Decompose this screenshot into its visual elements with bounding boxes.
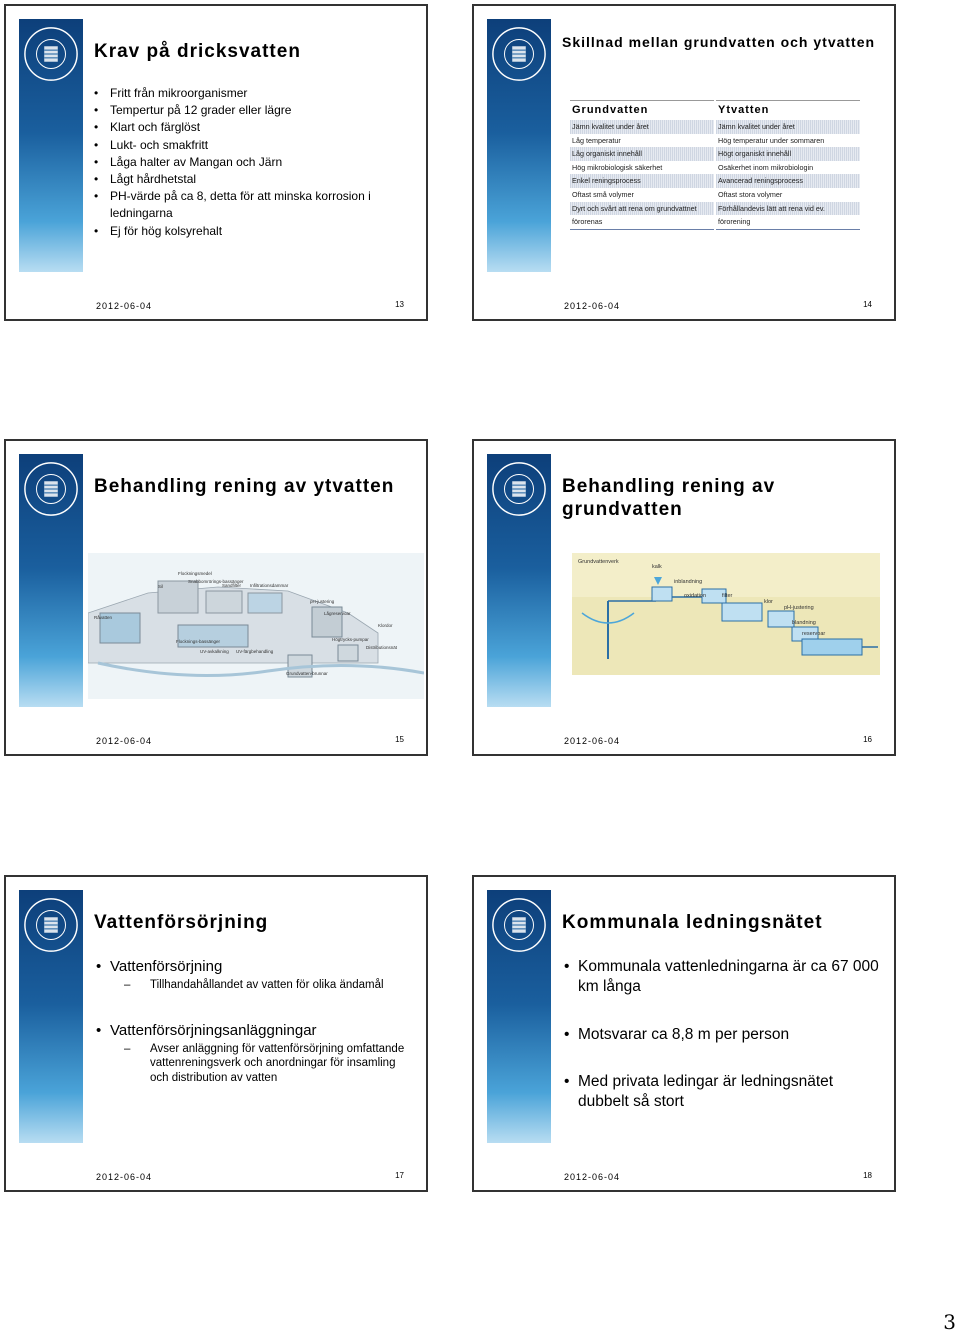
list-item: • Med privata ledingar är ledningsnätet dubbelt så stort bbox=[578, 1072, 882, 1112]
slide-13 bbox=[4, 4, 428, 321]
bullet-list bbox=[110, 957, 414, 1085]
slide-14 bbox=[472, 4, 896, 321]
item-text: Vattenförsörjningsanläggningar bbox=[110, 1021, 317, 1039]
diagram-label: reservoar bbox=[802, 631, 826, 637]
slide-date: 2012-06-04 bbox=[564, 301, 621, 311]
column-header: Grundvatten bbox=[570, 100, 714, 120]
diagram-label: UV-avkalkning bbox=[200, 649, 229, 654]
slide-title: Krav på dricksvatten bbox=[94, 41, 301, 62]
table-cell: Dyrt och svårt att rena om grundvattnet bbox=[570, 202, 714, 216]
slide-date: 2012-06-04 bbox=[96, 1172, 153, 1182]
column-header: Ytvatten bbox=[716, 100, 860, 120]
list-item: • PH-värde på ca 8, detta för att minska korrosion i ledningarna bbox=[106, 188, 416, 222]
slide-number: 17 bbox=[395, 1171, 404, 1180]
table-cell: Förhållandevis lätt att rena vid ev. bbox=[716, 202, 860, 216]
groundwater-column bbox=[570, 100, 714, 230]
diagram-label: Råvatten bbox=[94, 615, 113, 620]
diagram-label: blandning bbox=[792, 620, 816, 626]
diagram-label: UV-färgbehandling bbox=[236, 649, 274, 654]
item-text: Vattenförsörjning bbox=[110, 958, 223, 975]
table-cell: Oftast små volymer bbox=[572, 189, 634, 199]
diagram-label: Flockningsmedel bbox=[178, 571, 212, 576]
table-cell: Enkel reningsprocess bbox=[570, 174, 714, 188]
blue-side-band bbox=[19, 19, 83, 272]
table-cell: Jämn kvalitet under året bbox=[570, 120, 714, 134]
diagram-label: kalk bbox=[652, 564, 662, 570]
umea-university-seal-icon bbox=[22, 896, 80, 954]
table-cell: Låg organiskt innehåll bbox=[570, 147, 714, 161]
blue-side-band bbox=[487, 890, 551, 1143]
table-cell: förorenas bbox=[570, 215, 714, 230]
list-item bbox=[110, 957, 414, 993]
table-cell: Oftast stora volymer bbox=[718, 189, 783, 199]
table-cell: Hög temperatur under sommaren bbox=[718, 135, 825, 145]
slide-title: Kommunala ledningsnätet bbox=[562, 912, 823, 933]
page-number: 3 bbox=[943, 1310, 956, 1334]
umea-university-seal-icon bbox=[22, 25, 80, 83]
diagram-label: Snabbomrörings-bassänger bbox=[188, 579, 244, 584]
diagram-label: Sil bbox=[158, 584, 164, 589]
slide-number: 15 bbox=[395, 735, 404, 744]
diagram-label: Sandfilter bbox=[222, 583, 242, 588]
slide-date: 2012-06-04 bbox=[564, 1172, 621, 1182]
bullet-list bbox=[578, 957, 882, 1112]
diagram-header: Grundvattenverk bbox=[578, 559, 619, 565]
sub-item: – Tillhandahållandet av vatten för olika ändamål bbox=[150, 978, 414, 993]
slide-date: 2012-06-04 bbox=[96, 301, 153, 311]
blue-side-band bbox=[487, 19, 551, 272]
sub-item: – Avser anläggning för vattenförsörjning omfattande vattenreningsverk och anordningar för insamling och distribution av vatten bbox=[150, 1042, 414, 1086]
umea-university-seal-icon bbox=[490, 460, 548, 518]
table-cell: Hög mikrobiologisk säkerhet bbox=[572, 162, 663, 172]
slide-title: Behandling rening av ytvatten bbox=[94, 476, 395, 497]
slide-15 bbox=[4, 439, 428, 756]
slide-18 bbox=[472, 875, 896, 1192]
slide-17 bbox=[4, 875, 428, 1192]
blue-side-band bbox=[19, 890, 83, 1143]
sub-list bbox=[110, 1042, 414, 1086]
diagram-label: inblandning bbox=[674, 579, 703, 585]
list-item: • Fritt från mikroorganismer bbox=[106, 85, 416, 102]
slide-title: Behandling rening av grundvatten bbox=[562, 476, 776, 520]
slide-date: 2012-06-04 bbox=[564, 736, 621, 746]
slide-16 bbox=[472, 439, 896, 756]
diagram-label: pH-justering bbox=[310, 599, 335, 604]
diagram-label: Infiltrationsdammar bbox=[250, 583, 289, 588]
diagram-label: Klordor bbox=[378, 623, 393, 628]
umea-university-seal-icon bbox=[22, 460, 80, 518]
surface-water-treatment-diagram bbox=[88, 553, 424, 699]
groundwater-treatment-diagram bbox=[572, 553, 880, 675]
slide-number: 16 bbox=[863, 735, 872, 744]
table-cell: Osäkerhet inom mikrobiologin bbox=[718, 162, 814, 172]
diagram-label: klor bbox=[764, 599, 773, 605]
diagram-label: Distributionsnät bbox=[366, 645, 398, 650]
list-item bbox=[110, 1021, 414, 1086]
table-cell: förorening bbox=[716, 215, 860, 230]
diagram-label: Flocknings-bassänger bbox=[176, 639, 221, 644]
diagram-label: Högtrycks-pumpar bbox=[332, 637, 369, 642]
surface-water-column bbox=[716, 100, 860, 230]
bullet-list bbox=[106, 85, 416, 240]
list-item: • Kommunala vattenledningarna är ca 67 000 km långa bbox=[578, 957, 882, 997]
slide-title: Skillnad mellan grundvatten och ytvatten bbox=[562, 34, 876, 50]
list-item: • Motsvarar ca 8,8 m per person bbox=[578, 1025, 882, 1045]
diagram-label: Lågreservoar bbox=[324, 611, 351, 616]
table-cell: Högt organiskt innehåll bbox=[716, 147, 860, 161]
table-cell: Låg temperatur bbox=[572, 135, 621, 145]
diagram-label: filter bbox=[722, 593, 733, 599]
umea-university-seal-icon bbox=[490, 25, 548, 83]
table-cell: Avancerad reningsprocess bbox=[716, 174, 860, 188]
blue-side-band bbox=[19, 454, 83, 707]
list-item: • Klart och färglöst bbox=[106, 119, 416, 136]
list-item: • Lukt- och smakfritt bbox=[106, 137, 416, 154]
slide-date: 2012-06-04 bbox=[96, 736, 153, 746]
slide-number: 13 bbox=[395, 300, 404, 309]
table-cell: Jämn kvalitet under året bbox=[716, 120, 860, 134]
sub-list bbox=[110, 978, 414, 993]
diagram-label: oxidation bbox=[684, 593, 707, 599]
slide-title: Vattenförsörjning bbox=[94, 912, 269, 933]
list-item: • Låga halter av Mangan och Järn bbox=[106, 154, 416, 171]
blue-side-band bbox=[487, 454, 551, 707]
list-item: • Ej för hög kolsyrehalt bbox=[106, 223, 416, 240]
slide-number: 18 bbox=[863, 1171, 872, 1180]
umea-university-seal-icon bbox=[490, 896, 548, 954]
diagram-label: pH-justering bbox=[784, 605, 814, 611]
diagram-label: Grundvatten-brunnar bbox=[286, 671, 328, 676]
list-item: • Lågt hårdhetstal bbox=[106, 171, 416, 188]
slide-number: 14 bbox=[863, 300, 872, 309]
list-item: • Tempertur på 12 grader eller lägre bbox=[106, 102, 416, 119]
